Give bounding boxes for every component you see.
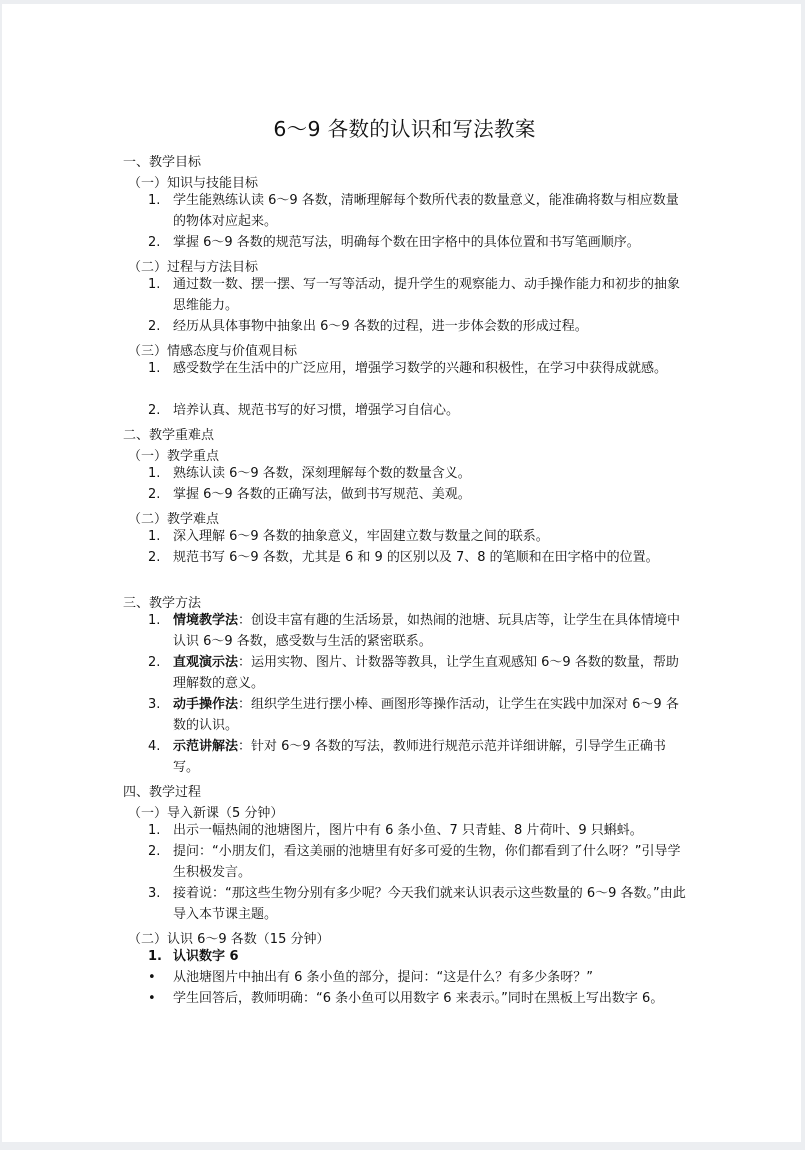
list-item-text: 掌握 6～9 各数的正确写法，做到书写规范、美观。 [173,487,471,502]
method-description: ：运用实物、图片、计数器等教具，让学生直观感知 6～9 各数的数量，帮助理解数的意义。 [173,655,679,691]
list-number: 1. [148,466,161,481]
subsection-heading: （一）知识与技能目标 [128,176,259,191]
subsection-heading: （二）过程与方法目标 [128,260,259,275]
section-heading: 二、教学重难点 [123,428,215,443]
list-number: 2. [148,844,161,859]
list-item-text: 学生能熟练认读 6～9 各数，清晰理解每个数所代表的数量意义，能准确将数与相应数量的物体对应起来。 [173,193,679,229]
method-term: 示范讲解法 [173,739,239,754]
list-item-text: 从池塘图片中抽出有 6 条小鱼的部分，提问：“这是什么？有多少条呀？” [173,970,594,985]
list-number: 1. [148,613,161,628]
list-item-text: 通过数一数、摆一摆、写一写等活动，提升学生的观察能力、动手操作能力和初步的抽象思维能力。 [173,277,681,313]
method-description: ：针对 6～9 各数的写法，教师进行规范示范并详细讲解，引导学生正确书写。 [173,739,666,775]
list-item-text: 培养认真、规范书写的好习惯，增强学习自信心。 [173,403,460,418]
list-item-text: 感受数学在生活中的广泛应用，增强学习数学的兴趣和积极性，在学习中获得成就感。 [173,361,668,376]
list-number: 1. [148,823,161,838]
method-term: 直观演示法 [173,655,239,670]
subsection-heading: （三）情感态度与价值观目标 [128,344,298,359]
list-item-text: 学生回答后，教师明确：“6 条小鱼可以用数字 6 来表示。”同时在黑板上写出数字 6。 [173,991,664,1006]
list-item-text: 掌握 6～9 各数的规范写法，明确每个数在田字格中的具体位置和书写笔画顺序。 [173,235,640,250]
method-term: 动手操作法 [173,697,239,712]
list-number: 1. [148,949,162,964]
list-number: 1. [148,277,161,292]
list-item-text: 出示一幅热闹的池塘图片，图片中有 6 条小鱼、7 只青蛙、8 片荷叶、9 只蝌蚪。 [173,823,643,838]
method-description: ：创设丰富有趣的生活场景，如热闹的池塘、玩具店等，让学生在具体情境中认识 6～9 各数，感受数与生活的紧密联系。 [173,613,681,649]
subsection-heading: （二）认识 6～9 各数（15 分钟） [128,932,330,947]
list-number: 1. [148,529,161,544]
method-term: 情境教学法 [173,613,239,628]
bullet-icon: • [148,991,156,1006]
list-item-text: 经历从具体事物中抽象出 6～9 各数的过程，进一步体会数的形成过程。 [173,319,588,334]
list-item-text: 熟练认读 6～9 各数，深刻理解每个数的数量含义。 [173,466,471,481]
method-description: ：组织学生进行摆小棒、画图形等操作活动，让学生在实践中加深对 6～9 各数的认识。 [173,697,679,733]
page-title: 6～9 各数的认识和写法教案 [273,117,536,141]
list-number: 3. [148,697,161,712]
list-item-text [173,736,688,778]
list-number: 4. [148,739,161,754]
list-item-text [173,610,688,652]
bullet-icon: • [148,970,156,985]
list-number: 2. [148,235,161,250]
document-page [2,4,801,1142]
list-item-text [173,652,688,694]
section-heading: 一、教学目标 [123,155,202,170]
list-item-text [173,694,688,736]
list-number: 2. [148,319,161,334]
list-number: 3. [148,886,161,901]
list-number: 2. [148,550,161,565]
list-number: 2. [148,655,161,670]
list-item-text: 提问：“小朋友们，看这美丽的池塘里有好多可爱的生物，你们都看到了什么呀？”引导学生积极发言。 [173,844,681,880]
list-item-text: 接着说：“那这些生物分别有多少呢？今天我们就来认识表示这些数量的 6～9 各数。”由此导入本节课主题。 [173,886,686,922]
list-item-text: 认识数字 6 [173,949,239,964]
list-item-text: 规范书写 6～9 各数，尤其是 6 和 9 的区别以及 7、8 的笔顺和在田字格中的位置。 [173,550,659,565]
subsection-heading: （一）导入新课（5 分钟） [128,806,284,821]
list-item-text: 深入理解 6～9 各数的抽象意义，牢固建立数与数量之间的联系。 [173,529,549,544]
subsection-heading: （二）教学难点 [128,512,220,527]
list-number: 1. [148,193,161,208]
list-number: 2. [148,487,161,502]
list-number: 2. [148,403,161,418]
section-heading: 三、教学方法 [123,596,202,611]
subsection-heading: （一）教学重点 [128,449,220,464]
list-number: 1. [148,361,161,376]
section-heading: 四、教学过程 [123,785,202,800]
